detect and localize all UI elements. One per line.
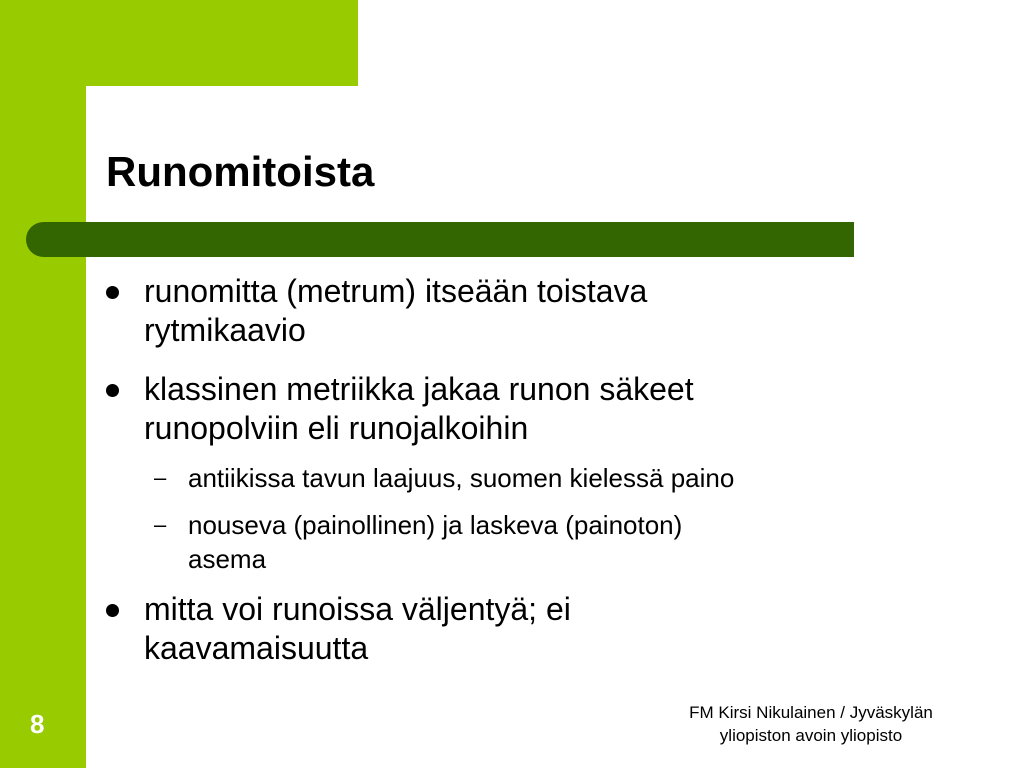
sub-bullet-line: antiikissa tavun laajuus, suomen kielessä paino: [188, 463, 735, 493]
sub-bullet-text: [188, 461, 734, 495]
bullet-item-2: [106, 370, 866, 448]
footer-line: FM Kirsi Nikulainen / Jyväskylän: [689, 703, 933, 722]
bullet-line: runomitta (metrum) itseään toistava: [144, 273, 648, 309]
bullet-text: [144, 370, 694, 448]
sub-bullet-line: asema: [188, 544, 267, 574]
sub-bullet-text: [188, 508, 682, 576]
footer-credit: [655, 701, 967, 747]
footer-line: yliopiston avoin yliopisto: [719, 726, 903, 745]
slide-title: Runomitoista: [106, 148, 375, 195]
top-accent-band: [0, 0, 358, 86]
bullet-line: rytmikaavio: [144, 312, 306, 348]
page-number: 8: [30, 709, 45, 739]
title-underline-bar: [26, 222, 854, 257]
left-accent-band: [0, 0, 86, 768]
bullet-line: klassinen metriikka jakaa runon säkeet: [144, 371, 694, 407]
bullet-dot-icon: [106, 286, 119, 299]
sub-bullet-item-2: [154, 508, 914, 576]
sub-bullet-line: nouseva (painollinen) ja laskeva (painoton): [188, 510, 683, 540]
dash-icon: –: [154, 465, 167, 490]
bullet-item-3: [106, 590, 866, 668]
dash-icon: –: [154, 512, 167, 537]
bullet-line: runopolviin eli runojalkoihin: [144, 410, 529, 446]
bullet-dot-icon: [106, 384, 119, 397]
bullet-item-1: [106, 272, 866, 350]
bullet-text: [144, 590, 571, 668]
bullet-text: [144, 272, 647, 350]
bullet-dot-icon: [106, 604, 119, 617]
bullet-line: mitta voi runoissa väljentyä; ei: [144, 591, 571, 627]
content-rounded-corner: [86, 86, 146, 146]
sub-bullet-item-1: [154, 461, 914, 495]
bullet-line: kaavamaisuutta: [144, 630, 369, 666]
